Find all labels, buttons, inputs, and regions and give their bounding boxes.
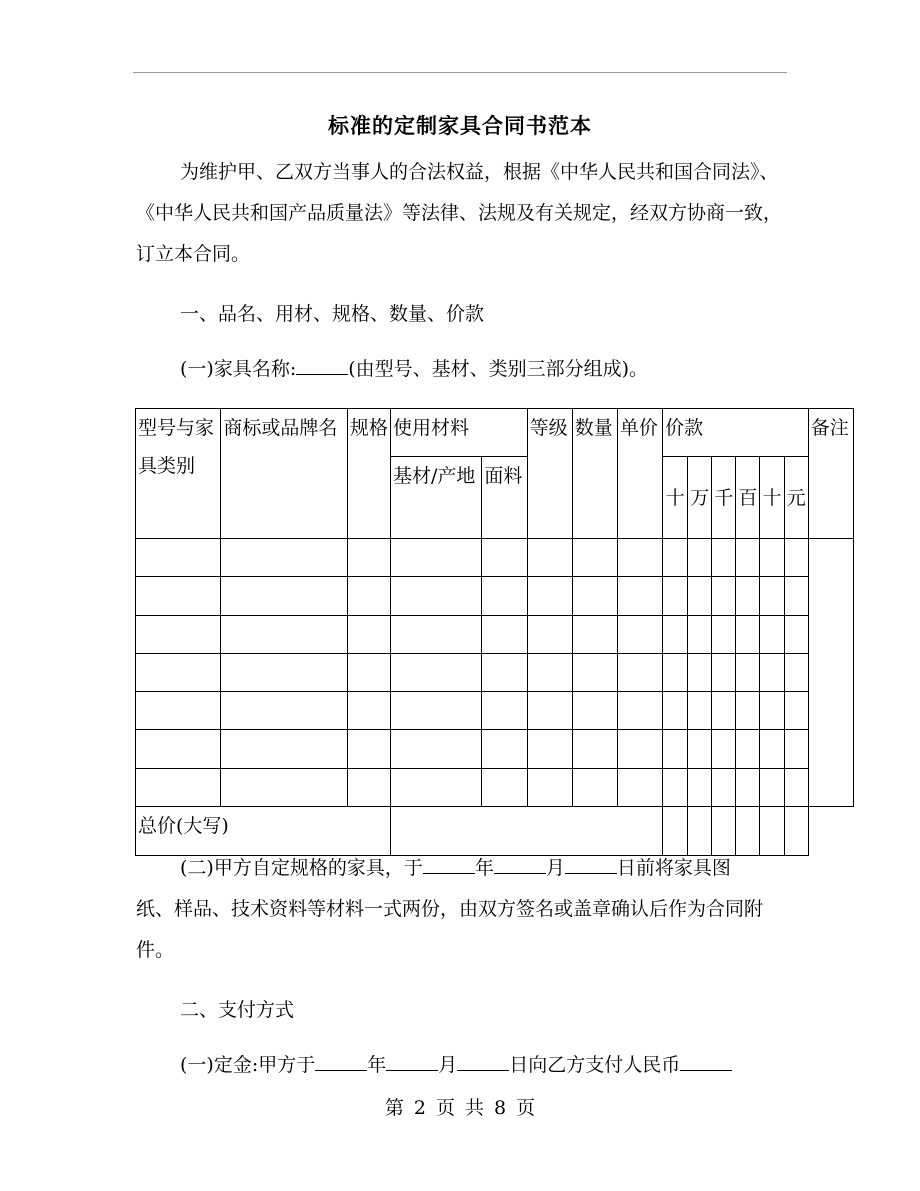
table-cell[interactable] — [784, 692, 808, 730]
table-cell[interactable] — [391, 768, 482, 806]
deposit-month-blank[interactable] — [386, 1070, 438, 1071]
table-cell[interactable] — [347, 615, 390, 653]
table-cell[interactable] — [617, 653, 662, 691]
table-cell[interactable] — [784, 577, 808, 615]
table-cell[interactable] — [712, 768, 736, 806]
header-spec: 规格 — [347, 409, 390, 539]
table-row — [136, 653, 854, 691]
table-cell[interactable] — [760, 692, 784, 730]
table-cell[interactable] — [663, 577, 688, 615]
table-cell[interactable] — [136, 577, 221, 615]
table-cell[interactable] — [760, 615, 784, 653]
table-cell[interactable] — [617, 577, 662, 615]
table-cell[interactable] — [712, 653, 736, 691]
name-blank[interactable] — [296, 374, 348, 375]
table-cell[interactable] — [617, 730, 662, 768]
header-unit-price: 单价 — [617, 409, 662, 539]
item2-text-a: (二)甲方自定规格的家具，于 — [180, 857, 423, 879]
table-cell[interactable] — [482, 539, 527, 577]
table-cell[interactable] — [482, 768, 527, 806]
table-cell[interactable] — [760, 768, 784, 806]
deposit-amount-blank[interactable] — [680, 1070, 732, 1071]
item2-month-label: 月 — [545, 857, 565, 879]
item1-prefix: (一)家具名称: — [180, 358, 297, 380]
remarks-cell[interactable] — [808, 539, 853, 807]
table-row — [136, 539, 854, 577]
deposit-day-blank[interactable] — [457, 1070, 509, 1071]
header-price: 价款 — [663, 409, 809, 457]
table-cell[interactable] — [347, 577, 390, 615]
header-rule — [133, 72, 787, 73]
table-cell[interactable] — [391, 577, 482, 615]
table-cell[interactable] — [572, 577, 617, 615]
table-cell[interactable] — [391, 730, 482, 768]
table-cell[interactable] — [712, 692, 736, 730]
table-cell[interactable] — [221, 539, 348, 577]
header-quantity: 数量 — [572, 409, 617, 539]
table-cell[interactable] — [391, 692, 482, 730]
table-cell[interactable] — [688, 768, 712, 806]
table-body — [136, 539, 854, 807]
table-cell[interactable] — [736, 692, 760, 730]
table-cell[interactable] — [760, 577, 784, 615]
table-row — [136, 692, 854, 730]
table-cell[interactable] — [527, 539, 572, 577]
table-cell[interactable] — [663, 615, 688, 653]
header-materials: 使用材料 — [391, 409, 528, 457]
table-cell[interactable] — [663, 692, 688, 730]
table-cell[interactable] — [784, 615, 808, 653]
table-cell[interactable] — [617, 539, 662, 577]
table-cell[interactable] — [221, 768, 348, 806]
table-cell[interactable] — [482, 730, 527, 768]
table-cell[interactable] — [482, 615, 527, 653]
table-cell[interactable] — [688, 653, 712, 691]
table-cell[interactable] — [736, 539, 760, 577]
table-cell[interactable] — [572, 692, 617, 730]
table-cell[interactable] — [688, 577, 712, 615]
table-cell[interactable] — [688, 730, 712, 768]
digit-thousand-header: 千 — [712, 457, 736, 539]
table-cell[interactable] — [784, 768, 808, 806]
table-cell[interactable] — [482, 692, 527, 730]
header-brand: 商标或品牌名 — [221, 409, 348, 539]
table-cell[interactable] — [736, 768, 760, 806]
document-title: 标准的定制家具合同书范本 — [328, 113, 592, 138]
table-cell[interactable] — [482, 653, 527, 691]
section2-heading: 二、支付方式 — [180, 999, 295, 1021]
table-cell[interactable] — [136, 539, 221, 577]
table-cell[interactable] — [527, 692, 572, 730]
table-cell[interactable] — [736, 615, 760, 653]
table-cell[interactable] — [663, 539, 688, 577]
table-cell[interactable] — [663, 768, 688, 806]
header-grade: 等级 — [527, 409, 572, 539]
table-cell[interactable] — [784, 730, 808, 768]
table-cell[interactable] — [784, 653, 808, 691]
table-cell[interactable] — [221, 653, 348, 691]
table-cell[interactable] — [347, 730, 390, 768]
deposit-year-label: 年 — [367, 1054, 387, 1076]
table-cell[interactable] — [527, 768, 572, 806]
item2-year-label: 年 — [474, 857, 494, 879]
digit-hundred-header: 百 — [736, 457, 760, 539]
table-cell[interactable] — [572, 615, 617, 653]
table-cell[interactable] — [347, 692, 390, 730]
deposit-line — [180, 1050, 732, 1077]
table-cell[interactable] — [760, 730, 784, 768]
table-cell[interactable] — [527, 730, 572, 768]
table-row — [136, 577, 854, 615]
header-base-material: 基材/产地 — [391, 457, 482, 539]
table-cell[interactable] — [221, 615, 348, 653]
table-cell[interactable] — [136, 692, 221, 730]
table-cell[interactable] — [572, 768, 617, 806]
table-cell[interactable] — [736, 730, 760, 768]
table-cell[interactable] — [712, 730, 736, 768]
digit-ten-header: 十 — [760, 457, 784, 539]
table-cell[interactable] — [221, 577, 348, 615]
table-cell[interactable] — [712, 615, 736, 653]
item2-rest: 纸、样品、技术资料等材料一式两份，由双方签名或盖章确认后作为合同附件。 — [136, 898, 764, 961]
table-cell[interactable] — [712, 539, 736, 577]
deposit-month-label: 月 — [438, 1054, 458, 1076]
table-row — [136, 768, 854, 806]
table-cell[interactable] — [736, 577, 760, 615]
table-cell[interactable] — [712, 577, 736, 615]
table-cell[interactable] — [136, 653, 221, 691]
table-cell[interactable] — [760, 539, 784, 577]
header-face-material: 面料 — [482, 457, 527, 539]
furniture-table — [135, 408, 854, 856]
table-cell[interactable] — [136, 730, 221, 768]
table-cell[interactable] — [572, 730, 617, 768]
table-cell[interactable] — [617, 615, 662, 653]
page-footer: 第 2 页 共 8 页 — [384, 1097, 536, 1119]
table-cell[interactable] — [688, 539, 712, 577]
table-cell[interactable] — [347, 653, 390, 691]
deposit-year-blank[interactable] — [315, 1070, 367, 1071]
table-cell[interactable] — [391, 539, 482, 577]
table-cell[interactable] — [527, 577, 572, 615]
table-cell[interactable] — [347, 768, 390, 806]
table-cell[interactable] — [391, 653, 482, 691]
header-model: 型号与家具类别 — [136, 409, 221, 539]
table-cell[interactable] — [617, 768, 662, 806]
table-cell[interactable] — [688, 692, 712, 730]
digit-wan-header: 万 — [688, 457, 712, 539]
table-cell[interactable] — [663, 653, 688, 691]
table-cell[interactable] — [221, 692, 348, 730]
year-blank[interactable] — [423, 873, 475, 874]
table-cell[interactable] — [736, 653, 760, 691]
table-cell[interactable] — [221, 730, 348, 768]
item2-paragraph — [136, 848, 796, 971]
table-cell[interactable] — [760, 653, 784, 691]
table-cell[interactable] — [391, 615, 482, 653]
digit-yuan-header: 元 — [784, 457, 808, 539]
table-cell[interactable] — [527, 653, 572, 691]
day-blank[interactable] — [565, 873, 617, 874]
digit-ten-thousand-header: 十 — [663, 457, 688, 539]
table-cell[interactable] — [136, 615, 221, 653]
intro-paragraph: 为维护甲、乙双方当事人的合法权益，根据《中华人民共和国合同法》、《中华人民共和国产品质量法》等法律、法规及有关规定，经双方协商一致，订立本合同。 — [136, 161, 783, 265]
item1-line — [180, 354, 648, 381]
table-row — [136, 730, 854, 768]
item2-text-b: 日前将家具图 — [616, 857, 731, 879]
item1-suffix: (由型号、基材、类别三部分组成)。 — [348, 358, 649, 380]
month-blank[interactable] — [494, 873, 546, 874]
table-cell[interactable] — [572, 539, 617, 577]
table-cell[interactable] — [527, 615, 572, 653]
table-row — [136, 615, 854, 653]
table-cell[interactable] — [784, 539, 808, 577]
table-cell[interactable] — [617, 692, 662, 730]
table-cell[interactable] — [688, 615, 712, 653]
deposit-text-b: 日向乙方支付人民币 — [509, 1054, 681, 1076]
header-remarks: 备注 — [808, 409, 853, 539]
total-label: 总价(大写) — [136, 807, 391, 856]
section1-heading: 一、品名、用材、规格、数量、价款 — [180, 303, 485, 325]
item2-first-line — [136, 848, 796, 889]
table-cell[interactable] — [663, 730, 688, 768]
table-cell[interactable] — [347, 539, 390, 577]
table-cell[interactable] — [572, 653, 617, 691]
table-cell[interactable] — [136, 768, 221, 806]
deposit-text-a: (一)定金:甲方于 — [180, 1054, 316, 1076]
table-cell[interactable] — [482, 577, 527, 615]
